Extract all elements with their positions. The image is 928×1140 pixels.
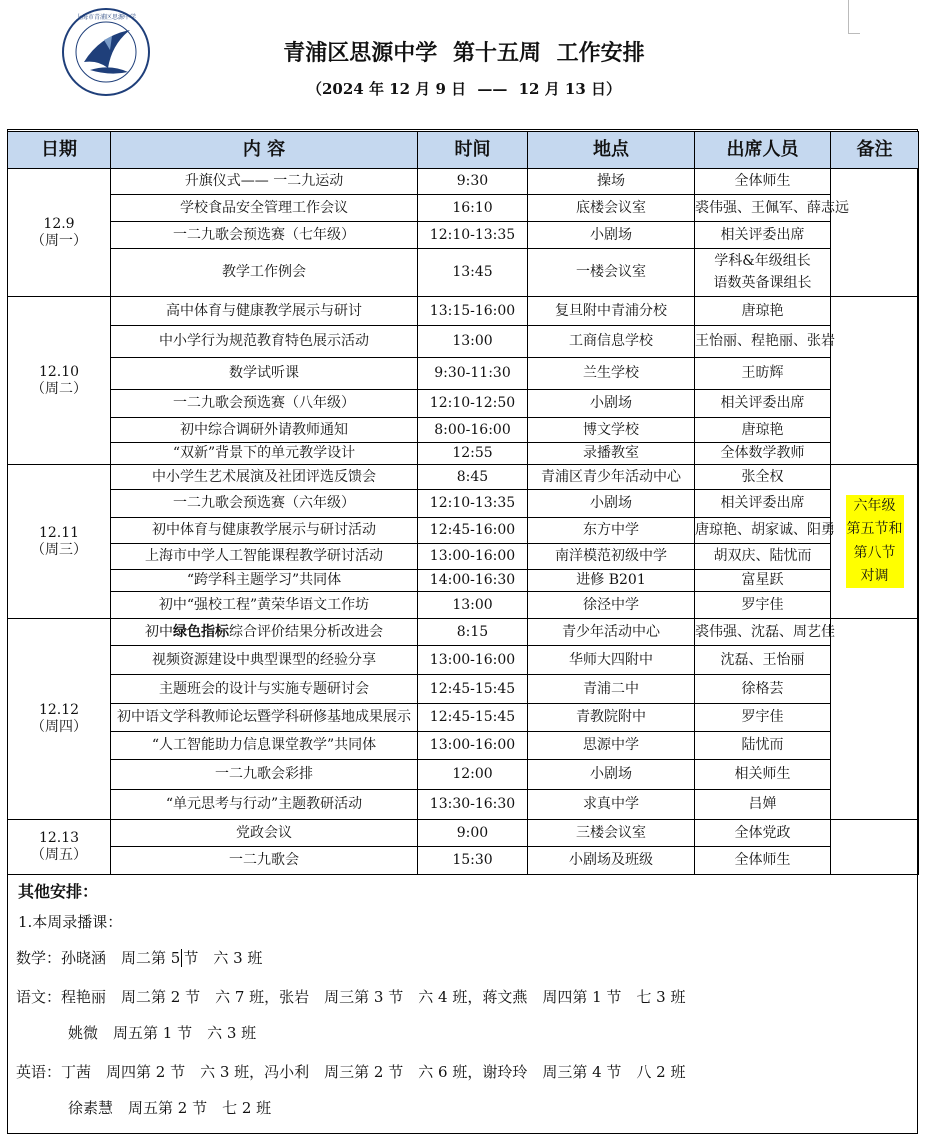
date-range (0, 78, 928, 99)
content-cell: 中小学生艺术展演及社团评选反馈会 (111, 465, 418, 490)
attendees-cell: 唐琼艳 (695, 418, 831, 443)
date-cell-fri: 12.13 （周五） (8, 820, 111, 875)
table-row (8, 619, 919, 646)
table-row (8, 518, 919, 544)
header-place: 地点 (528, 132, 695, 169)
time-cell: 12:10-12:50 (418, 390, 528, 418)
time-cell: 13:00 (418, 592, 528, 619)
content-cell: 党政会议 (111, 820, 418, 847)
note-cell-wed (831, 465, 919, 619)
note-cell-tue (831, 297, 919, 465)
time-cell: 16:10 (418, 195, 528, 222)
time-cell: 12:45-16:00 (418, 518, 528, 544)
place-cell: 青浦二中 (528, 675, 695, 704)
place-cell: 一楼会议室 (528, 249, 695, 297)
place-cell: 进修 B201 (528, 570, 695, 592)
content-cell: 一二九歌会预选赛（七年级） (111, 222, 418, 249)
table-row (8, 790, 919, 820)
attendees-cell: 唐琼艳、胡家诚、阳勇 (695, 518, 831, 544)
content-cell: “跨学科主题学习”共同体 (111, 570, 418, 592)
place-cell: 华师大四附中 (528, 646, 695, 675)
attendees-cell: 王昉辉 (695, 358, 831, 390)
time-cell: 13:15-16:00 (418, 297, 528, 326)
table-row (8, 249, 919, 297)
table-row (8, 490, 919, 518)
table-row (8, 820, 919, 847)
header-content: 内 容 (111, 132, 418, 169)
attendees-cell: 王怡丽、程艳丽、张岩 (695, 326, 831, 358)
table-row (8, 418, 919, 443)
place-cell: 小剧场及班级 (528, 847, 695, 875)
time-cell: 13:45 (418, 249, 528, 297)
place-cell: 思源中学 (528, 732, 695, 760)
title-school: 青浦区思源中学 (283, 40, 438, 66)
page-title (0, 36, 928, 67)
place-cell: 求真中学 (528, 790, 695, 820)
attendees-cell: 徐格芸 (695, 675, 831, 704)
table-row (8, 704, 919, 732)
place-cell: 青教院附中 (528, 704, 695, 732)
time-cell: 12:45-15:45 (418, 704, 528, 732)
table-header-row (8, 132, 919, 169)
table-row (8, 760, 919, 790)
content-cell: “双新”背景下的单元教学设计 (111, 443, 418, 465)
content-cell: 一二九歌会预选赛（六年级） (111, 490, 418, 518)
place-cell: 三楼会议室 (528, 820, 695, 847)
table-row (8, 544, 919, 570)
english-line-2: 徐素慧 周五第 2 节 七 2 班 (68, 1099, 272, 1117)
content-cell: 上海市中学人工智能课程教学研讨活动 (111, 544, 418, 570)
math-line: 数学：孙晓涵 周二第 5 节 六 3 班 (16, 949, 263, 967)
time-cell: 13:00-16:00 (418, 732, 528, 760)
attendees-cell: 全体党政 (695, 820, 831, 847)
table-row (8, 646, 919, 675)
time-cell: 15:30 (418, 847, 528, 875)
attendees-cell: 相关评委出席 (695, 490, 831, 518)
attendees-cell: 全体师生 (695, 847, 831, 875)
time-cell: 8:45 (418, 465, 528, 490)
table-row (8, 675, 919, 704)
content-cell: 主题班会的设计与实施专题研讨会 (111, 675, 418, 704)
content-cell: 一二九歌会预选赛（八年级） (111, 390, 418, 418)
place-cell: 青少年活动中心 (528, 619, 695, 646)
time-cell: 12:10-13:35 (418, 490, 528, 518)
chinese-line-2: 姚微 周五第 1 节 六 3 班 (68, 1024, 257, 1042)
time-cell: 14:00-16:30 (418, 570, 528, 592)
table-row (8, 297, 919, 326)
table-row (8, 222, 919, 249)
note-highlight: 六年级 第五节和 第八节 对调 (846, 495, 904, 587)
content-cell: 教学工作例会 (111, 249, 418, 297)
attendees-cell: 学科&年级组长 语数英备课组长 (695, 249, 831, 297)
place-cell: 工商信息学校 (528, 326, 695, 358)
place-cell: 小剧场 (528, 222, 695, 249)
time-cell: 13:00-16:00 (418, 646, 528, 675)
time-cell: 9:00 (418, 820, 528, 847)
content-cell: 一二九歌会 (111, 847, 418, 875)
content-cell: 升旗仪式—— 一二九运动 (111, 169, 418, 195)
chinese-line-1: 语文：程艳丽 周二第 2 节 六 7 班，张岩 周三第 3 节 六 4 班，蒋文燕 周四第 1 节 七 3 班 (16, 988, 686, 1006)
table-row (8, 169, 919, 195)
time-cell: 8:15 (418, 619, 528, 646)
place-cell: 徐泾中学 (528, 592, 695, 619)
date-start: （2024 年 12 月 9 日 (306, 80, 467, 98)
time-cell: 12:45-15:45 (418, 675, 528, 704)
attendees-cell: 唐琼艳 (695, 297, 831, 326)
place-cell: 小剧场 (528, 390, 695, 418)
time-cell: 9:30-11:30 (418, 358, 528, 390)
date-separator: —— (477, 80, 508, 98)
note-cell-fri (831, 820, 919, 875)
attendees-cell: 相关评委出席 (695, 390, 831, 418)
table-row (8, 465, 919, 490)
content-cell: 数学试听课 (111, 358, 418, 390)
date-cell-wed: 12.11 （周三） (8, 465, 111, 619)
time-cell: 8:00-16:00 (418, 418, 528, 443)
content-cell: 初中语文学科教师论坛暨学科研修基地成果展示 (111, 704, 418, 732)
table-row (8, 195, 919, 222)
attendees-cell: 裘伟强、沈磊、周艺佳 (695, 619, 831, 646)
time-cell: 13:00-16:00 (418, 544, 528, 570)
date-cell-mon: 12.9 （周一） (8, 169, 111, 297)
place-cell: 操场 (528, 169, 695, 195)
content-cell: 学校食品安全管理工作会议 (111, 195, 418, 222)
schedule-table (7, 131, 919, 875)
other-heading: 其他安排： (18, 882, 99, 901)
time-cell: 13:00 (418, 326, 528, 358)
attendees-cell: 罗宇佳 (695, 592, 831, 619)
header-time: 时间 (418, 132, 528, 169)
attendees-cell: 陆忧而 (695, 732, 831, 760)
table-row (8, 592, 919, 619)
attendees-cell: 沈磊、王怡丽 (695, 646, 831, 675)
table-row (8, 326, 919, 358)
time-cell: 12:10-13:35 (418, 222, 528, 249)
attendees-cell: 富星跃 (695, 570, 831, 592)
attendees-cell: 全体数学教师 (695, 443, 831, 465)
place-cell: 底楼会议室 (528, 195, 695, 222)
attendees-cell: 相关评委出席 (695, 222, 831, 249)
place-cell: 兰生学校 (528, 358, 695, 390)
recorded-lessons-title: 1.本周录播课： (18, 913, 123, 931)
attendees-cell: 裘伟强、王佩军、薛志远 (695, 195, 831, 222)
content-cell: “单元思考与行动”主题教研活动 (111, 790, 418, 820)
attendees-cell: 全体师生 (695, 169, 831, 195)
table-row (8, 732, 919, 760)
attendees-cell: 吕婵 (695, 790, 831, 820)
content-cell: 初中绿色指标综合评价结果分析改进会 (111, 619, 418, 646)
place-cell: 青浦区青少年活动中心 (528, 465, 695, 490)
english-line-1: 英语：丁茜 周四第 2 节 六 3 班，冯小利 周三第 2 节 六 6 班，谢玲玲 周三第 4 节 八 2 班 (16, 1063, 686, 1081)
content-cell: 初中综合调研外请教师通知 (111, 418, 418, 443)
header-attendees: 出席人员 (695, 132, 831, 169)
table-row (8, 570, 919, 592)
attendees-cell: 张全权 (695, 465, 831, 490)
content-cell: 视频资源建设中典型课型的经验分享 (111, 646, 418, 675)
page-corner-mark (848, 0, 849, 34)
place-cell: 东方中学 (528, 518, 695, 544)
content-cell: “人工智能助力信息课堂教学”共同体 (111, 732, 418, 760)
attendees-cell: 相关师生 (695, 760, 831, 790)
place-cell: 小剧场 (528, 490, 695, 518)
date-cell-thu: 12.12 （周四） (8, 619, 111, 820)
place-cell: 录播教室 (528, 443, 695, 465)
table-row (8, 390, 919, 418)
header-notes: 备注 (831, 132, 919, 169)
table-row (8, 358, 919, 390)
time-cell: 12:00 (418, 760, 528, 790)
title-plan: 工作安排 (556, 40, 645, 66)
svg-text:上海市青浦区思源中学: 上海市青浦区思源中学 (75, 14, 137, 21)
page-corner-mark-h (848, 33, 860, 34)
content-cell: 高中体育与健康教学展示与研讨 (111, 297, 418, 326)
time-cell: 12:55 (418, 443, 528, 465)
attendees-cell: 罗宇佳 (695, 704, 831, 732)
note-cell-thu (831, 619, 919, 820)
place-cell: 博文学校 (528, 418, 695, 443)
content-cell: 初中“强校工程”黄荣华语文工作坊 (111, 592, 418, 619)
place-cell: 南洋模范初级中学 (528, 544, 695, 570)
title-week: 第十五周 (452, 40, 541, 66)
date-end: 12 月 13 日） (518, 80, 622, 98)
note-cell-mon (831, 169, 919, 297)
time-cell: 9:30 (418, 169, 528, 195)
place-cell: 复旦附中青浦分校 (528, 297, 695, 326)
header-date: 日期 (8, 132, 111, 169)
content-cell: 初中体育与健康教学展示与研讨活动 (111, 518, 418, 544)
attendees-cell: 胡双庆、陆忧而 (695, 544, 831, 570)
time-cell: 13:30-16:30 (418, 790, 528, 820)
table-row (8, 443, 919, 465)
place-cell: 小剧场 (528, 760, 695, 790)
table-row (8, 847, 919, 875)
content-cell: 一二九歌会彩排 (111, 760, 418, 790)
content-cell: 中小学行为规范教育特色展示活动 (111, 326, 418, 358)
date-cell-tue: 12.10 （周二） (8, 297, 111, 465)
